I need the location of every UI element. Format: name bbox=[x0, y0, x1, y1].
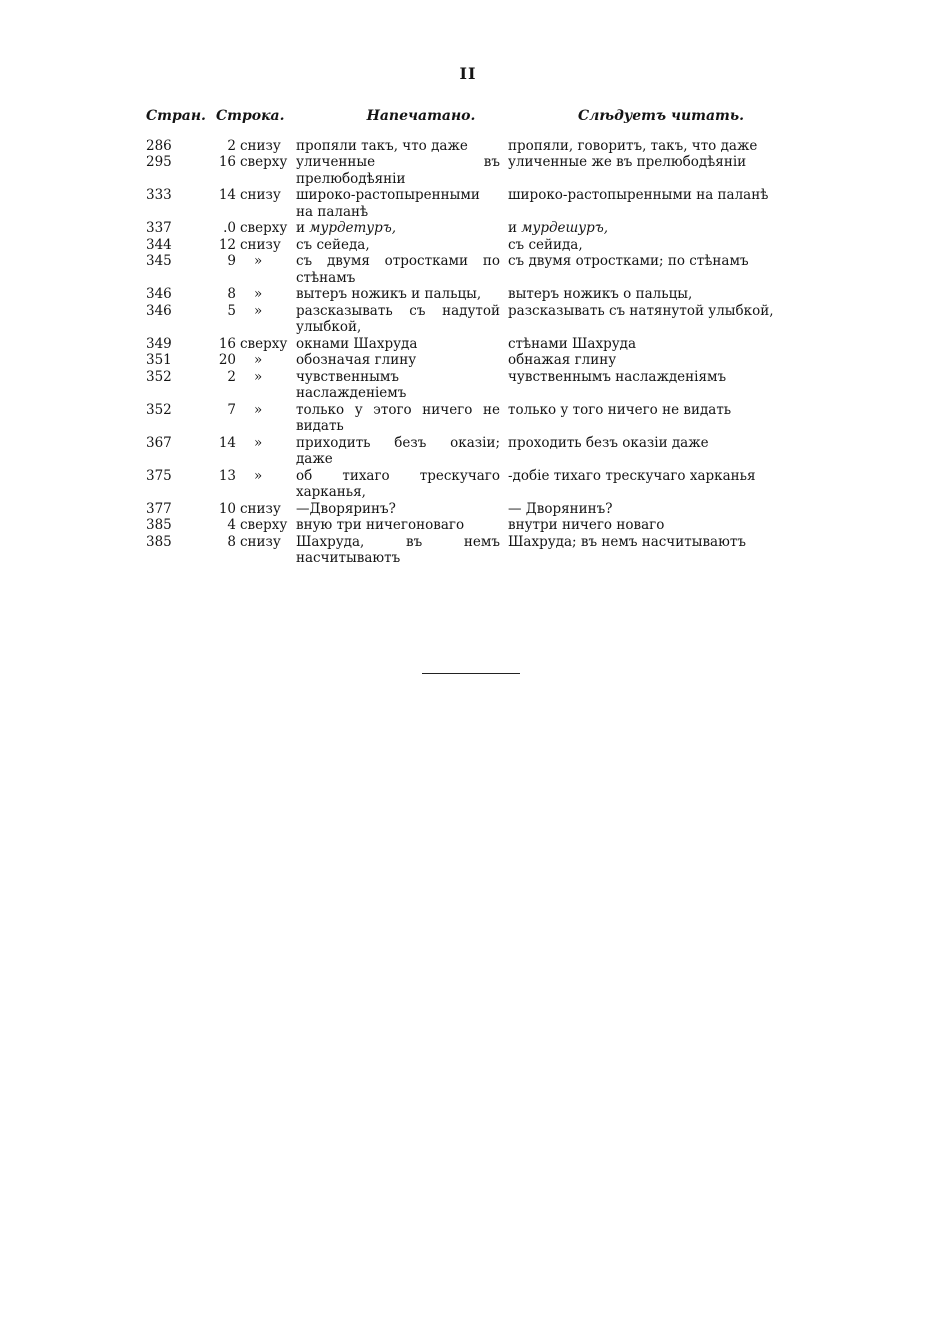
header-line: Строка. bbox=[216, 108, 285, 124]
row-printed: Шахруда, въ немъ насчитываютъ bbox=[296, 533, 500, 566]
row-line: 14 bbox=[218, 434, 236, 451]
errata-row bbox=[146, 517, 796, 534]
errata-row bbox=[146, 468, 796, 501]
row-line: 16 bbox=[218, 335, 236, 352]
row-page: 375 bbox=[146, 467, 172, 484]
ditto-mark: » bbox=[254, 434, 263, 451]
row-printed: широко-растопыренными на паланѣ bbox=[296, 187, 480, 220]
errata-row bbox=[146, 435, 796, 468]
row-read: Шахруда; въ немъ насчитываютъ bbox=[508, 533, 746, 550]
row-line: .0 bbox=[223, 220, 236, 236]
row-line: 20 bbox=[218, 352, 236, 368]
row-printed: обозначая глину bbox=[296, 352, 417, 368]
row-read: проходить безъ оказіи даже bbox=[508, 434, 709, 451]
row-printed: пропяли такъ, что даже bbox=[296, 137, 468, 154]
ditto-mark: » bbox=[254, 401, 263, 418]
row-line: 2 bbox=[227, 137, 236, 154]
row-read: съ сейида, bbox=[508, 236, 583, 253]
header-read: Слѣдуетъ читать. bbox=[578, 108, 744, 124]
row-line: 14 bbox=[218, 187, 236, 203]
row-line: 12 bbox=[218, 236, 236, 253]
printed-italic-word: мурдетуръ, bbox=[309, 220, 397, 236]
ditto-mark: » bbox=[254, 467, 263, 484]
row-read: чувственнымъ наслажденіямъ bbox=[508, 368, 727, 385]
ditto-mark: » bbox=[254, 302, 263, 319]
row-read: съ двумя отростками; по стѣнамъ bbox=[508, 253, 749, 269]
row-page: 295 bbox=[146, 154, 172, 170]
row-printed: вную три ничегоноваго bbox=[296, 517, 465, 533]
row-read: разсказывать съ натянутой улыбкой, bbox=[508, 302, 774, 319]
end-rule bbox=[422, 673, 520, 674]
row-position: снизу bbox=[240, 533, 281, 550]
row-page: 286 bbox=[146, 137, 172, 154]
row-printed: приходить безъ оказіи; даже bbox=[296, 434, 500, 467]
row-page: 337 bbox=[146, 220, 172, 236]
row-position: снизу bbox=[240, 187, 281, 203]
row-printed: чувственнымъ наслажденіемъ bbox=[296, 368, 407, 401]
errata-row bbox=[146, 303, 796, 336]
row-page: 351 bbox=[146, 352, 172, 368]
errata-header-row bbox=[146, 108, 796, 125]
errata-row bbox=[146, 253, 796, 286]
row-page: 346 bbox=[146, 286, 172, 302]
row-position bbox=[240, 402, 296, 419]
row-line: 8 bbox=[227, 286, 236, 302]
row-page: 385 bbox=[146, 533, 172, 550]
row-position: снизу bbox=[240, 137, 281, 154]
errata-row bbox=[146, 286, 796, 303]
page-number: II bbox=[459, 64, 477, 83]
row-page: 377 bbox=[146, 500, 172, 517]
errata-row bbox=[146, 369, 796, 402]
row-position bbox=[240, 435, 296, 452]
row-position: снизу bbox=[240, 236, 281, 253]
row-printed: разсказывать съ надутой улыбкой, bbox=[296, 302, 500, 335]
row-page: 367 bbox=[146, 434, 172, 451]
row-printed: вытеръ ножикъ и пальцы, bbox=[296, 286, 482, 302]
errata-row bbox=[146, 187, 796, 220]
errata-row bbox=[146, 220, 796, 237]
row-page: 333 bbox=[146, 187, 172, 203]
row-page: 352 bbox=[146, 368, 172, 385]
row-position bbox=[240, 369, 296, 386]
errata-row bbox=[146, 336, 796, 353]
ditto-mark: » bbox=[254, 253, 263, 269]
row-printed: съ двумя отростками по стѣнамъ bbox=[296, 253, 500, 286]
ditto-mark: » bbox=[254, 352, 263, 368]
row-position bbox=[240, 286, 296, 303]
row-read: широко-растопыренными на паланѣ bbox=[508, 187, 769, 203]
errata-row bbox=[146, 534, 796, 567]
row-page: 349 bbox=[146, 335, 172, 352]
errata-row bbox=[146, 154, 796, 187]
row-read bbox=[508, 220, 778, 237]
row-printed: съ сейеда, bbox=[296, 236, 370, 253]
ditto-mark: » bbox=[254, 368, 263, 385]
row-position bbox=[240, 352, 296, 369]
row-read: вытеръ ножикъ о пальцы, bbox=[508, 286, 693, 302]
row-position: сверху bbox=[240, 517, 288, 533]
row-page: 385 bbox=[146, 517, 172, 533]
row-printed: —Дворяринъ? bbox=[296, 500, 396, 517]
row-line: 13 bbox=[218, 467, 236, 484]
row-page: 344 bbox=[146, 236, 172, 253]
row-read: обнажая глину bbox=[508, 352, 617, 368]
errata-row bbox=[146, 352, 796, 369]
row-read: внутри ничего новаго bbox=[508, 517, 665, 533]
row-read: стѣнами Шахруда bbox=[508, 335, 637, 352]
row-printed bbox=[296, 220, 508, 237]
errata-row bbox=[146, 402, 796, 435]
row-printed: окнами Шахруда bbox=[296, 335, 418, 352]
row-page: 346 bbox=[146, 302, 172, 319]
row-position bbox=[240, 468, 296, 485]
row-read: только у того ничего не видать bbox=[508, 401, 732, 418]
row-position: сверху bbox=[240, 335, 288, 352]
printed-prefix: и bbox=[296, 220, 310, 236]
row-position: снизу bbox=[240, 500, 281, 517]
row-line: 9 bbox=[227, 253, 236, 269]
row-line: 16 bbox=[218, 154, 236, 170]
header-printed: Напечатано. bbox=[366, 108, 476, 124]
row-line: 5 bbox=[227, 302, 236, 319]
row-read: уличенные же въ прелюбодѣяніи bbox=[508, 154, 747, 170]
row-printed: об тихаго трескучаго харканья, bbox=[296, 467, 500, 500]
errata-row bbox=[146, 237, 796, 254]
row-line: 7 bbox=[227, 401, 236, 418]
row-printed: только у этого ничего не видать bbox=[296, 401, 500, 434]
row-line: 8 bbox=[227, 533, 236, 550]
row-read: -добіе тихаго трескучаго харканья bbox=[508, 467, 756, 484]
errata-row bbox=[146, 138, 796, 155]
row-page: 352 bbox=[146, 401, 172, 418]
read-prefix: и bbox=[508, 220, 522, 236]
row-position bbox=[240, 303, 296, 320]
errata-table bbox=[146, 108, 796, 567]
row-page: 345 bbox=[146, 253, 172, 269]
row-printed: уличенные въ прелюбодѣяніи bbox=[296, 154, 500, 187]
row-line: 2 bbox=[227, 368, 236, 385]
errata-row bbox=[146, 501, 796, 518]
row-read: — Дворянинъ? bbox=[508, 500, 613, 517]
row-position: сверху bbox=[240, 220, 288, 236]
row-position bbox=[240, 253, 296, 270]
row-line: 4 bbox=[227, 517, 236, 533]
read-italic-word: мурдешуръ, bbox=[521, 220, 609, 236]
row-line: 10 bbox=[218, 500, 236, 517]
header-page: Стран. bbox=[146, 108, 206, 124]
ditto-mark: » bbox=[254, 286, 263, 302]
row-position: сверху bbox=[240, 154, 288, 170]
row-read: пропяли, говоритъ, такъ, что даже bbox=[508, 137, 758, 154]
